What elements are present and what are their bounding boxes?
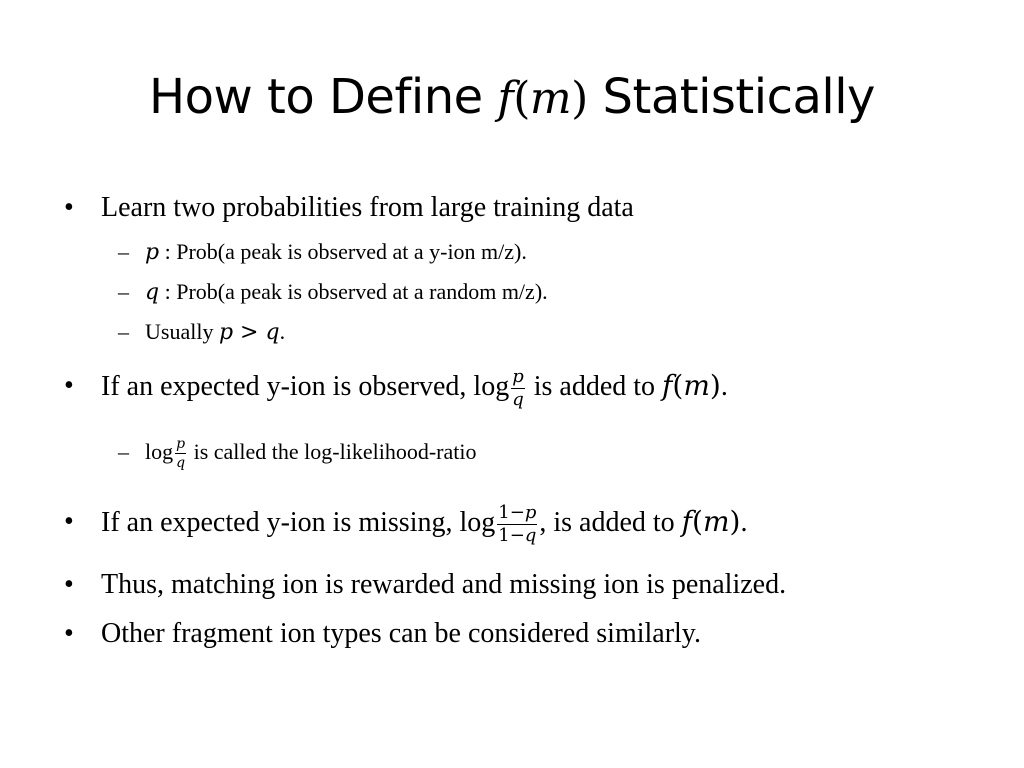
slide-title <box>0 62 1024 134</box>
bullet-marker: • <box>64 506 74 537</box>
title-math <box>497 73 587 124</box>
fraction-p-over-q <box>511 368 525 409</box>
title-math-f: f <box>497 73 514 124</box>
subbullet-text: : Prob(a peak is observed at a random m/z). <box>159 279 548 304</box>
bullet-marker: • <box>64 569 74 600</box>
math-f: f <box>662 369 673 402</box>
subbullet-prefix: Usually <box>145 319 219 344</box>
math-close-paren: ) <box>729 505 741 538</box>
dash-marker: – <box>118 319 129 344</box>
bullet-text: Thus, matching ion is rewarded and missing ion is penalized. <box>101 569 787 600</box>
bullet-content <box>101 502 747 545</box>
var-q: q <box>145 280 160 305</box>
dash-marker: – <box>118 239 129 264</box>
bullet-marker: • <box>64 370 74 401</box>
fraction-numerator: p <box>512 366 524 388</box>
bullet-suffix: . <box>720 371 728 402</box>
title-math-close: ) <box>571 73 588 124</box>
fraction-numerator <box>497 504 537 525</box>
math-open-paren: ( <box>692 505 703 538</box>
bullet-text: Other fragment ion types can be considered similarly. <box>101 618 701 649</box>
bullet-marker: • <box>64 618 74 649</box>
math-open-paren: ( <box>672 369 684 402</box>
fraction-denominator <box>497 525 537 545</box>
bullet-marker: • <box>64 192 74 223</box>
math-f: f <box>681 505 693 538</box>
operator-gt: > <box>233 320 266 345</box>
bullet-content <box>101 366 728 409</box>
bullet-middle: is added to <box>526 371 663 402</box>
subbullet-text: : Prob(a peak is observed at a y-ion m/z). <box>159 239 527 264</box>
fraction-numerator: p <box>176 436 186 453</box>
bullet-prefix: If an expected y-ion is observed, log <box>101 371 510 402</box>
title-math-m: m <box>529 73 572 124</box>
subbullet-content <box>145 316 285 349</box>
subbullet-suffix: . <box>279 319 286 344</box>
subbullet-text: is called the log-likelihood-ratio <box>188 439 477 464</box>
fraction-one-minus-p-over-one-minus-q <box>497 504 537 545</box>
subbullet-content <box>145 436 476 470</box>
title-text-after: Statistically <box>587 69 875 125</box>
numerator-var: p <box>524 502 537 524</box>
title-math-open: ( <box>513 73 530 124</box>
dash-marker: – <box>118 279 129 304</box>
math-m: m <box>702 505 730 538</box>
math-m: m <box>683 369 710 402</box>
fraction-denominator: q <box>512 389 524 411</box>
subbullet-content <box>145 236 527 269</box>
denominator-one-minus: 1− <box>498 525 525 547</box>
title-text-before: How to Define <box>149 69 498 125</box>
denominator-var: q <box>524 525 537 547</box>
log-label: log <box>145 439 174 464</box>
bullet-text: Learn two probabilities from large training data <box>101 192 634 223</box>
fraction-denominator: q <box>176 455 186 472</box>
subbullet-content <box>145 276 548 309</box>
bullet-suffix: . <box>740 507 748 538</box>
fraction-p-over-q <box>175 437 186 470</box>
var-p: p <box>145 240 160 265</box>
bullet-middle: , is added to <box>539 507 682 538</box>
var-q: q <box>265 320 280 345</box>
numerator-one-minus: 1− <box>498 502 525 524</box>
dash-marker: – <box>118 439 129 464</box>
math-close-paren: ) <box>709 369 721 402</box>
var-p: p <box>218 320 234 345</box>
bullet-prefix: If an expected y-ion is missing, log <box>101 507 496 538</box>
